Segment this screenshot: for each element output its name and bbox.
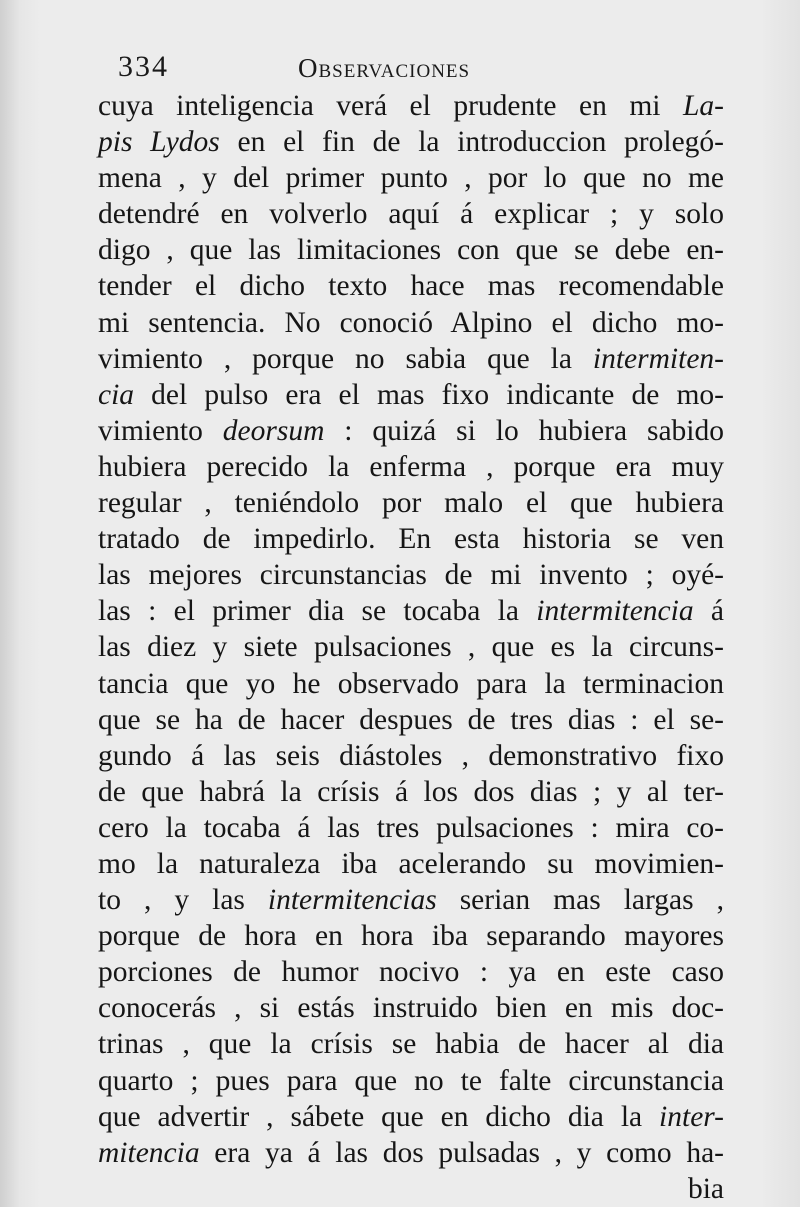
italic-text: pis Lydos xyxy=(98,126,220,159)
text-line xyxy=(98,1026,724,1062)
text-run: vimiento , porque no sabia que la xyxy=(98,342,593,375)
text-run: tender el dicho texto hace mas recomendable xyxy=(98,270,724,303)
text-run: bia xyxy=(687,1172,724,1205)
text-run: cuya inteligencia verá el prudente en mi xyxy=(98,90,684,122)
text-line xyxy=(98,160,724,196)
text-line xyxy=(98,774,724,810)
text-line xyxy=(98,268,724,304)
italic-text: cia xyxy=(98,378,135,411)
text-run: tancia que yo he observado para la terminacion xyxy=(98,667,724,700)
running-title: Observaciones xyxy=(298,53,471,83)
text-line xyxy=(98,413,724,449)
italic-text: La- xyxy=(683,90,724,122)
text-line xyxy=(98,124,724,160)
text-line xyxy=(98,629,724,665)
text-line xyxy=(98,810,724,846)
text-run: mi sentencia. No conoció Alpino el dicho mo- xyxy=(98,306,724,339)
text-line xyxy=(98,738,724,774)
text-line xyxy=(98,305,724,341)
italic-text: inter- xyxy=(659,1100,724,1133)
text-line xyxy=(98,1171,724,1207)
text-run: conocerás , si estás instruido bien en mis doc- xyxy=(98,992,724,1025)
text-run: vimiento xyxy=(98,414,223,447)
text-line xyxy=(98,882,724,918)
text-line xyxy=(98,593,724,629)
text-run: las mejores circunstancias de mi invento ; oyé- xyxy=(98,559,724,592)
text-run: en el fin de la introduccion prolegó- xyxy=(219,126,724,159)
text-run: mo la naturaleza iba acelerando su movimien- xyxy=(98,847,724,880)
text-line xyxy=(98,1135,724,1171)
text-run: regular , teniéndolo por malo el que hubiera xyxy=(98,487,724,520)
text-line xyxy=(98,1099,724,1135)
text-run: trinas , que la crísis se habia de hacer al dia xyxy=(98,1028,724,1061)
italic-text: intermitencias xyxy=(267,884,437,917)
text-line xyxy=(98,88,724,124)
text-line xyxy=(98,485,724,521)
text-run: : quizá si lo hubiera sabido xyxy=(324,414,724,447)
text-line xyxy=(98,954,724,990)
text-line xyxy=(98,1063,724,1099)
text-run: porciones de humor nocivo : ya en este caso xyxy=(98,956,724,989)
text-line xyxy=(98,521,724,557)
text-run: hubiera perecido la enferma , porque era muy xyxy=(98,450,724,483)
text-line xyxy=(98,232,724,268)
text-run: del pulso era el mas fixo indicante de mo- xyxy=(134,378,724,411)
text-line xyxy=(98,918,724,954)
text-run: digo , que las limitaciones con que se debe en- xyxy=(98,234,724,267)
text-line xyxy=(98,702,724,738)
text-run: detendré en volverlo aquí á explicar ; y solo xyxy=(98,198,724,231)
text-run: to , y las xyxy=(98,884,268,917)
text-run: que advertir , sábete que en dicho dia la xyxy=(98,1100,660,1133)
body-text xyxy=(98,88,724,1207)
text-run: tratado de impedirlo. En esta historia se ven xyxy=(98,523,724,556)
text-run: mena , y del primer punto , por lo que no me xyxy=(98,162,724,195)
text-line xyxy=(98,557,724,593)
text-run: era ya á las dos pulsadas , y como ha- xyxy=(199,1136,724,1169)
text-run: que se ha de hacer despues de tres dias : el se- xyxy=(98,703,724,736)
italic-text: intermitencia xyxy=(536,595,694,628)
text-line xyxy=(98,846,724,882)
text-run: cero la tocaba á las tres pulsaciones : mira co- xyxy=(98,811,724,844)
text-line xyxy=(98,449,724,485)
text-line xyxy=(98,341,724,377)
italic-text: mitencia xyxy=(98,1136,200,1169)
text-run: las diez y siete pulsaciones , que es la circuns- xyxy=(98,631,724,664)
text-line xyxy=(98,196,724,232)
text-run: á xyxy=(693,595,725,628)
italic-text: deorsum xyxy=(222,414,325,447)
text-line xyxy=(98,377,724,413)
page-number: 334 xyxy=(118,50,169,83)
text-run: porque de hora en hora iba separando mayores xyxy=(98,920,724,953)
text-run: serian mas largas , xyxy=(436,884,724,917)
text-run: las : el primer dia se tocaba la xyxy=(98,595,537,628)
text-line xyxy=(98,990,724,1026)
text-run: quarto ; pues para que no te falte circunstancia xyxy=(98,1064,724,1097)
text-run: gundo á las seis diástoles , demonstrativo fixo xyxy=(98,739,724,772)
text-line xyxy=(98,666,724,702)
text-run: de que habrá la crísis á los dos dias ; y al ter- xyxy=(98,775,724,808)
italic-text: intermiten- xyxy=(592,342,724,375)
page-header xyxy=(118,44,730,84)
